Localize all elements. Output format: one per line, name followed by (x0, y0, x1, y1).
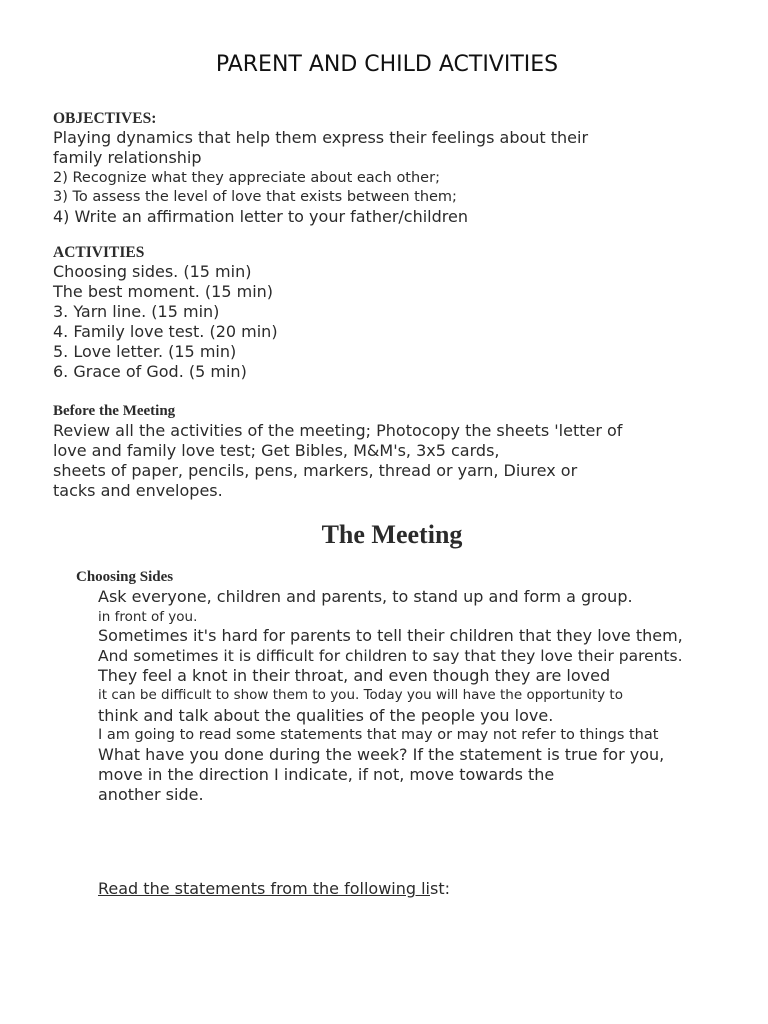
before-meeting-line: tacks and envelopes. (53, 481, 223, 500)
objectives-heading: OBJECTIVES: (53, 110, 157, 127)
activity-item: Choosing sides. (15 min) (53, 262, 252, 281)
objectives-line: 2) Recognize what they appreciate about each other; (53, 170, 440, 186)
before-meeting-line: sheets of paper, pencils, pens, markers, thread or yarn, Diurex or (53, 461, 578, 480)
choosing-sides-line: another side. (98, 785, 204, 804)
read-statements-rest: st: (430, 879, 450, 898)
activity-item: 5. Love letter. (15 min) (53, 342, 237, 361)
choosing-sides-line: in front of you. (98, 609, 198, 625)
before-meeting-line: Review all the activities of the meeting; Photocopy the sheets 'letter of (53, 421, 623, 440)
activities-heading: ACTIVITIES (53, 244, 145, 261)
activity-item: 3. Yarn line. (15 min) (53, 302, 220, 321)
objectives-line: Playing dynamics that help them express their feelings about their (53, 128, 589, 147)
before-meeting-heading: Before the Meeting (53, 403, 176, 419)
activity-item: The best moment. (15 min) (53, 282, 274, 301)
choosing-sides-line: think and talk about the qualities of the people you love. (98, 706, 554, 725)
document-title: PARENT AND CHILD ACTIVITIES (215, 52, 559, 77)
choosing-sides-line: move in the direction I indicate, if not, move towards the (98, 765, 555, 784)
objectives-line: 3) To assess the level of love that exists between them; (53, 189, 457, 205)
read-statements-line (98, 879, 450, 899)
choosing-sides-line: They feel a knot in their throat, and even though they are loved (98, 666, 611, 685)
choosing-sides-heading: Choosing Sides (76, 569, 174, 585)
objectives-line: family relationship (53, 148, 202, 167)
choosing-sides-line: What have you done during the week? If the statement is true for you, (98, 745, 665, 764)
activity-item: 6. Grace of God. (5 min) (53, 362, 247, 381)
before-meeting-line: love and family love test; Get Bibles, M&M's, 3x5 cards, (53, 441, 500, 460)
read-statements-underlined: Read the statements from the following li (98, 879, 430, 898)
activity-item: 4. Family love test. (20 min) (53, 322, 278, 341)
choosing-sides-line: And sometimes it is difficult for children to say that they love their parents. (98, 647, 683, 665)
choosing-sides-line: Ask everyone, children and parents, to stand up and form a group. (98, 587, 633, 606)
choosing-sides-line: it can be difficult to show them to you. Today you will have the opportunity to (98, 687, 623, 703)
choosing-sides-line: I am going to read some statements that may or may not refer to things that (98, 727, 659, 743)
choosing-sides-line: Sometimes it's hard for parents to tell their children that they love them, (98, 626, 683, 645)
objectives-line: 4) Write an affirmation letter to your father/children (53, 207, 468, 226)
meeting-title: The Meeting (321, 520, 463, 549)
